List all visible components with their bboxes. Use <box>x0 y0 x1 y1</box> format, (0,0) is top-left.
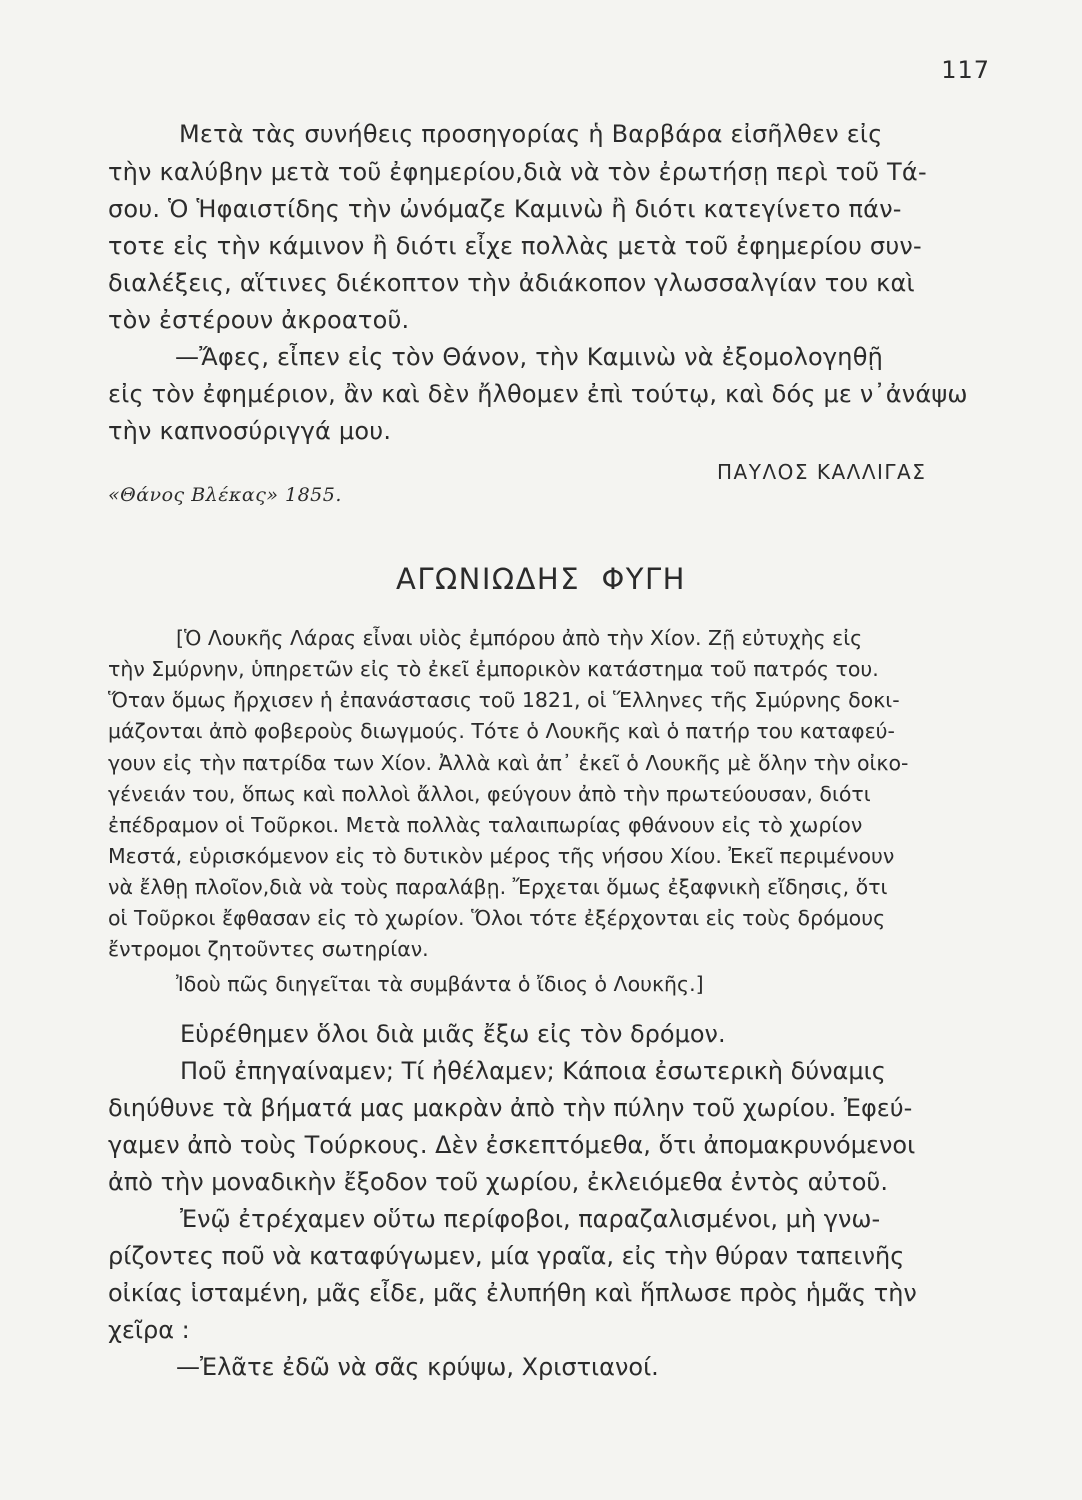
text-line: τὸν ἐστέρουν ἀκροατοῦ. <box>108 306 410 334</box>
text-line: νὰ ἔλθῃ πλοῖον,διὰ νὰ τοὺς παραλάβῃ. Ἔρχεται ὅμως ἐξαφνικὴ εἴδησις, ὅτι <box>108 875 888 899</box>
text-line: Ἰδοὺ πῶς διηγεῖται τὰ συμβάντα ὁ ἴδιος ὁ Λουκῆς.] <box>176 972 704 996</box>
source-citation: «Θάνος Βλέκας» 1855. <box>108 484 342 506</box>
author-signature: ΠΑΥΛΟΣ ΚΑΛΛΙΓΑΣ <box>717 460 927 484</box>
text-line: ἀπὸ τὴν μοναδικὴν ἔξοδον τοῦ χωρίου, ἐκλειόμεθα ἐντὸς αὐτοῦ. <box>108 1168 888 1196</box>
text-line: τὴν Σμύρνην, ὑπηρετῶν εἰς τὸ ἐκεῖ ἐμπορικὸν κατάστημα τοῦ πατρός του. <box>108 657 879 681</box>
text-line: γαμεν ἀπὸ τοὺς Τούρκους. Δὲν ἐσκεπτόμεθα, ὅτι ἀπομακρυνόμενοι <box>108 1131 916 1159</box>
text-line: ἐπέδραμον οἱ Τοῦρκοι. Μετὰ πολλὰς ταλαιπωρίας φθάνουν εἰς τὸ χωρίον <box>108 813 863 837</box>
text-line: τοτε εἰς τὴν κάμινον ἢ διότι εἶχε πολλὰς μετὰ τοῦ ἐφημερίου συν- <box>108 232 922 260</box>
text-line: —Ἄφες, εἶπεν εἰς τὸν Θάνον, τὴν Καμινὼ νὰ ἐξομολογηθῇ <box>175 343 884 371</box>
text-line: τὴν καπνοσύριγγά μου. <box>108 417 392 445</box>
page-number: 117 <box>941 56 990 84</box>
text-line: διαλέξεις, αἵτινες διέκοπτον τὴν ἀδιάκοπον γλωσσαλγίαν του καὶ <box>108 269 915 297</box>
text-line: γένειάν του, ὅπως καὶ πολλοὶ ἄλλοι, φεύγουν ἀπὸ τὴν πρωτεύουσαν, διότι <box>108 782 871 806</box>
text-line: [Ὁ Λουκῆς Λάρας εἶναι υἱὸς ἐμπόρου ἀπὸ τὴν Χίον. Ζῇ εὐτυχὴς εἰς <box>176 626 863 650</box>
text-line: οἱ Τοῦρκοι ἔφθασαν εἰς τὸ χωρίον. Ὅλοι τότε ἐξέρχονται εἰς τοὺς δρόμους <box>108 906 886 930</box>
text-line: Εὑρέθημεν ὅλοι διὰ μιᾶς ἔξω εἰς τὸν δρόμον. <box>180 1020 726 1048</box>
text-line: Ὅταν ὅμως ἤρχισεν ἡ ἐπανάστασις τοῦ 1821, οἱ Ἕλληνες τῆς Σμύρνης δοκι- <box>108 688 900 712</box>
text-line: Ἐνῷ ἐτρέχαμεν οὕτω περίφοβοι, παραζαλισμένοι, μὴ γνω- <box>180 1205 881 1233</box>
text-line: τὴν καλύβην μετὰ τοῦ ἐφημερίου,διὰ νὰ τὸν ἐρωτήσῃ περὶ τοῦ Τά- <box>108 158 927 186</box>
text-line: μάζονται ἀπὸ φοβεροὺς διωγμούς. Τότε ὁ Λουκῆς καὶ ὁ πατήρ του καταφεύ- <box>108 719 895 743</box>
text-line: διηύθυνε τὰ βήματά μας μακρὰν ἀπὸ τὴν πύλην τοῦ χωρίου. Ἐφεύ- <box>108 1094 913 1122</box>
text-line: Μετὰ τὰς συνήθεις προσηγορίας ἡ Βαρβάρα εἰσῆλθεν εἰς <box>179 120 883 148</box>
chapter-title-text: ΑΓΩΝΙΩΔΗΣ ΦΥΓΗ <box>396 562 686 596</box>
text-line: εἰς τὸν ἐφημέριον, ἂν καὶ δὲν ἤλθομεν ἐπὶ τούτῳ, καὶ δός με ν᾽ἀνάψω <box>108 380 968 408</box>
text-line: ἔντρομοι ζητοῦντες σωτηρίαν. <box>108 937 429 961</box>
text-line: —Ἐλᾶτε ἐδῶ νὰ σᾶς κρύψω, Χριστιανοί. <box>176 1353 659 1381</box>
text-line: γουν εἰς τὴν πατρίδα των Χίον. Ἀλλὰ καὶ ἀπ᾽ ἐκεῖ ὁ Λουκῆς μὲ ὅλην τὴν οἰκο- <box>108 751 909 775</box>
text-line: χεῖρα : <box>108 1316 190 1344</box>
text-line: σου. Ὁ Ἡφαιστίδης τὴν ὠνόμαζε Καμινὼ ἢ διότι κατεγίνετο πάν- <box>108 195 902 223</box>
text-line: ρίζοντες ποῦ νὰ καταφύγωμεν, μία γραῖα, εἰς τὴν θύραν ταπεινῆς <box>108 1242 905 1270</box>
text-line: οἰκίας ἱσταμένη, μᾶς εἶδε, μᾶς ἐλυπήθη καὶ ἥπλωσε πρὸς ἡμᾶς τὴν <box>108 1279 917 1307</box>
text-line: Μεστά, εὑρισκόμενον εἰς τὸ δυτικὸν μέρος τῆς νήσου Χίου. Ἐκεῖ περιμένουν <box>108 844 895 868</box>
text-line: Ποῦ ἐπηγαίναμεν; Τί ἠθέλαμεν; Κάποια ἐσωτερικὴ δύναμις <box>180 1057 886 1085</box>
chapter-title <box>0 562 1082 596</box>
